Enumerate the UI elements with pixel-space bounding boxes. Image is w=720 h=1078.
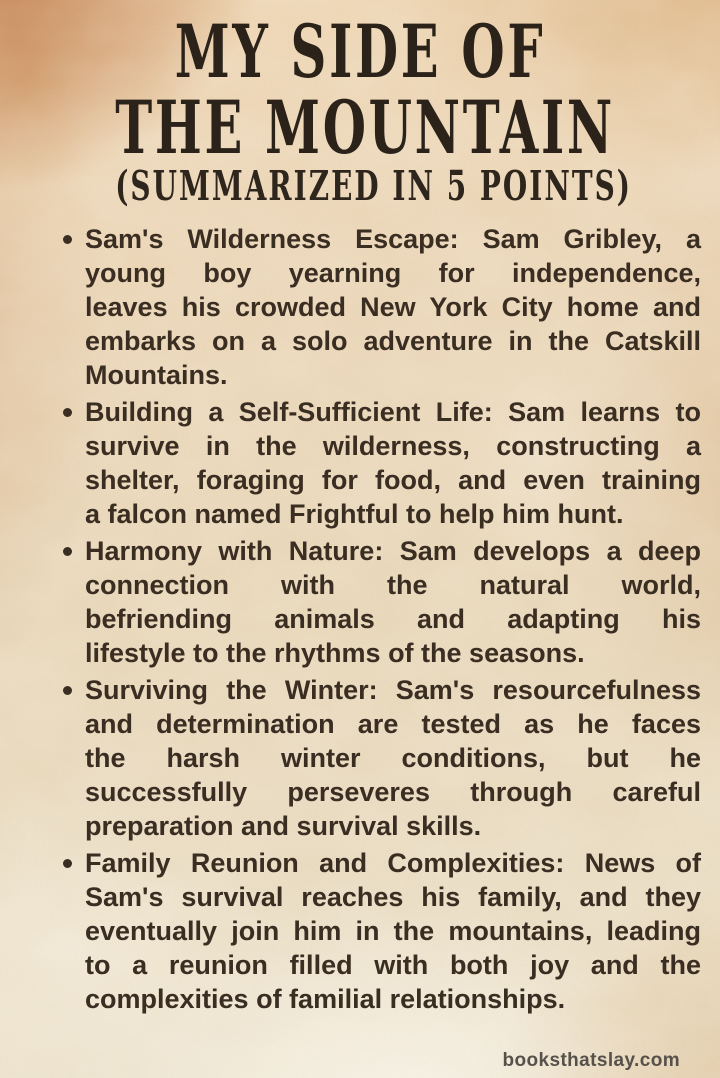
summary-line: to a reunion filled with both joy and the xyxy=(85,950,701,980)
summary-line: preparation and survival skills. xyxy=(85,811,482,841)
bullet-icon xyxy=(63,547,72,556)
summary-line: Surviving the Winter: Sam's resourcefulness xyxy=(85,675,701,705)
summary-line: Mountains. xyxy=(85,360,228,390)
summary-line: Building a Self-Sufficient Life: Sam learns to xyxy=(85,397,701,427)
summary-line: successfully perseveres through careful xyxy=(85,777,701,807)
summary-line: lifestyle to the rhythms of the seasons. xyxy=(85,638,585,668)
bullet-icon xyxy=(63,408,72,417)
poster-title-line-2: THE MOUNTAIN xyxy=(115,85,615,171)
website-credit: booksthatslay.com xyxy=(502,1050,680,1071)
summary-line: shelter, foraging for food, and even training xyxy=(85,465,701,495)
poster-header xyxy=(0,0,720,210)
summary-point xyxy=(85,534,701,670)
bullet-icon xyxy=(63,686,72,695)
summary-point xyxy=(85,395,701,531)
poster-title-line-1: MY SIDE OF xyxy=(174,9,546,95)
summary-line: the harsh winter conditions, but he xyxy=(85,743,701,773)
summary-line: Harmony with Nature: Sam develops a deep xyxy=(85,536,701,566)
summary-line: survive in the wilderness, constructing a xyxy=(85,431,701,461)
summary-line: Sam's Wilderness Escape: Sam Gribley, a xyxy=(85,224,701,254)
summary-point xyxy=(85,846,701,1016)
poster-subtitle: (SUMMARIZED IN 5 POINTS) xyxy=(115,162,633,210)
bullet-icon xyxy=(63,235,72,244)
summary-line: embarks on a solo adventure in the Catskill xyxy=(85,326,701,356)
summary-line: leaves his crowded New York City home and xyxy=(85,292,701,322)
summary-line: and determination are tested as he faces xyxy=(85,709,701,739)
bullet-icon xyxy=(63,859,72,868)
summary-point xyxy=(85,673,701,843)
summary-line: connection with the natural world, xyxy=(85,570,701,600)
summary-line: Family Reunion and Complexities: News of xyxy=(85,848,701,878)
summary-line: befriending animals and adapting his xyxy=(85,604,701,634)
summary-list xyxy=(0,222,720,1016)
summary-point xyxy=(85,222,701,392)
summary-line: eventually join him in the mountains, leading xyxy=(85,916,701,946)
summary-line: young boy yearning for independence, xyxy=(85,258,701,288)
summary-line: a falcon named Frightful to help him hunt. xyxy=(85,499,624,529)
summary-line: Sam's survival reaches his family, and they xyxy=(85,882,701,912)
summary-line: complexities of familial relationships. xyxy=(85,984,566,1014)
